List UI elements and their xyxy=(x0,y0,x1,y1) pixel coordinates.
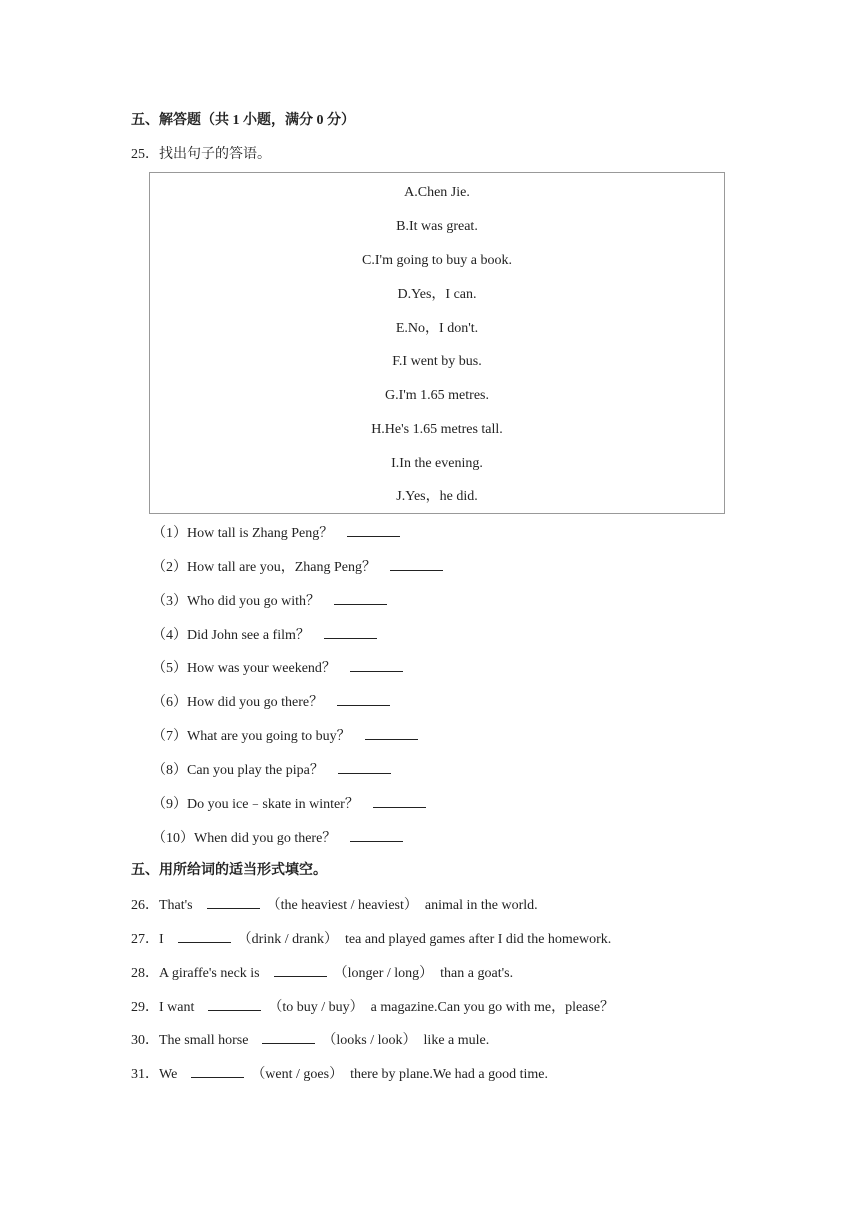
question-number: 29． xyxy=(131,1000,159,1015)
text-before: The small horse xyxy=(159,1033,249,1048)
answer-blank[interactable] xyxy=(207,896,260,909)
text-after: there by plane.We had a good time. xyxy=(350,1067,548,1082)
subquestion-number: （4） xyxy=(152,628,187,643)
word-hint: （the heaviest / heaviest） xyxy=(266,898,418,913)
question-prompt: 找出句子的答语。 xyxy=(159,147,271,162)
answer-blank[interactable] xyxy=(338,761,391,774)
answer-blank[interactable] xyxy=(365,727,418,740)
text-before: I xyxy=(159,932,164,947)
answer-blank[interactable] xyxy=(324,626,377,639)
subquestion-text: What are you going to buy？ xyxy=(187,729,351,744)
subquestion-text: Did John see a film？ xyxy=(187,628,310,643)
subquestion-text: How did you go there？ xyxy=(187,695,324,710)
question-25 xyxy=(131,146,271,164)
subquestion-6 xyxy=(152,693,390,712)
subquestion-number: （9） xyxy=(152,797,187,812)
question-28 xyxy=(131,964,513,983)
option-f: F.I went by bus. xyxy=(392,354,482,369)
subquestion-text: How was your weekend？ xyxy=(187,661,336,676)
subquestion-9 xyxy=(152,795,426,814)
answer-blank[interactable] xyxy=(337,693,390,706)
question-number: 28． xyxy=(131,966,159,981)
option-j: J.Yes，he did. xyxy=(396,489,478,504)
option-e: E.No，I don't. xyxy=(395,321,479,336)
question-number: 31． xyxy=(131,1067,159,1082)
section-heading-fill: 五、用所给词的适当形式填空。 xyxy=(131,863,327,878)
word-hint: （went / goes） xyxy=(251,1067,344,1082)
question-number: 30． xyxy=(131,1033,159,1048)
answer-blank[interactable] xyxy=(347,524,400,537)
question-number: 27． xyxy=(131,932,159,947)
subquestion-text: When did you go there？ xyxy=(194,831,337,846)
subquestion-10 xyxy=(152,829,403,848)
question-number: 25． xyxy=(131,147,159,162)
subquestion-number: （1） xyxy=(152,526,187,541)
option-b: B.It was great. xyxy=(396,219,478,234)
subquestion-text: How tall are you，Zhang Peng？ xyxy=(187,560,376,575)
subquestion-text: Who did you go with？ xyxy=(187,594,320,609)
text-before: A giraffe's neck is xyxy=(159,966,260,981)
subquestion-4 xyxy=(152,626,377,645)
text-after: animal in the world. xyxy=(424,898,538,913)
question-30 xyxy=(131,1031,489,1050)
text-before: I want xyxy=(159,1000,195,1015)
section-heading-answer: 五、解答题（共 1 小题，满分 0 分） xyxy=(131,113,355,128)
answer-blank[interactable] xyxy=(350,659,403,672)
option-g: G.I'm 1.65 metres. xyxy=(384,388,489,403)
subquestion-number: （8） xyxy=(152,763,187,778)
text-before: We xyxy=(159,1067,178,1082)
answer-blank[interactable] xyxy=(178,930,231,943)
subquestion-number: （2） xyxy=(152,560,187,575)
answer-blank[interactable] xyxy=(191,1065,244,1078)
word-hint: （drink / drank） xyxy=(237,932,338,947)
subquestion-7 xyxy=(152,727,418,746)
answer-blank[interactable] xyxy=(350,829,403,842)
question-number: 26． xyxy=(131,898,159,913)
option-c: C.I'm going to buy a book. xyxy=(362,253,512,268)
question-27 xyxy=(131,930,611,949)
option-a: A.Chen Jie. xyxy=(404,185,470,200)
subquestion-text: Can you play the pipa？ xyxy=(187,763,324,778)
option-d: D.Yes，I can. xyxy=(397,287,477,302)
subquestion-number: （5） xyxy=(152,661,187,676)
word-hint: （longer / long） xyxy=(333,966,434,981)
subquestion-number: （7） xyxy=(152,729,187,744)
subquestion-2 xyxy=(152,558,443,577)
answer-blank[interactable] xyxy=(334,592,387,605)
word-hint: （to buy / buy） xyxy=(268,1000,364,1015)
subquestion-number: （3） xyxy=(152,594,187,609)
subquestion-5 xyxy=(152,659,403,678)
subquestion-1 xyxy=(152,524,400,543)
subquestion-number: （6） xyxy=(152,695,187,710)
answer-blank[interactable] xyxy=(208,998,261,1011)
text-after: tea and played games after I did the homework. xyxy=(345,932,612,947)
subquestion-text: How tall is Zhang Peng？ xyxy=(187,526,334,541)
subquestion-text: Do you ice﹣skate in winter？ xyxy=(187,797,359,812)
option-h: H.He's 1.65 metres tall. xyxy=(371,422,503,437)
option-i: I.In the evening. xyxy=(391,456,483,471)
answer-blank[interactable] xyxy=(390,558,443,571)
answer-blank[interactable] xyxy=(262,1031,315,1044)
text-after: like a mule. xyxy=(423,1033,490,1048)
text-after: than a goat's. xyxy=(440,966,514,981)
answer-blank[interactable] xyxy=(373,795,426,808)
options-box xyxy=(149,172,725,514)
subquestion-8 xyxy=(152,761,391,780)
text-after: a magazine.Can you go with me，please？ xyxy=(370,1000,615,1015)
word-hint: （looks / look） xyxy=(322,1033,417,1048)
question-29 xyxy=(131,998,614,1017)
text-before: That's xyxy=(159,898,193,913)
question-31 xyxy=(131,1065,548,1084)
question-26 xyxy=(131,896,538,915)
answer-blank[interactable] xyxy=(274,964,327,977)
subquestion-3 xyxy=(152,592,387,611)
subquestion-number: （10） xyxy=(152,831,194,846)
